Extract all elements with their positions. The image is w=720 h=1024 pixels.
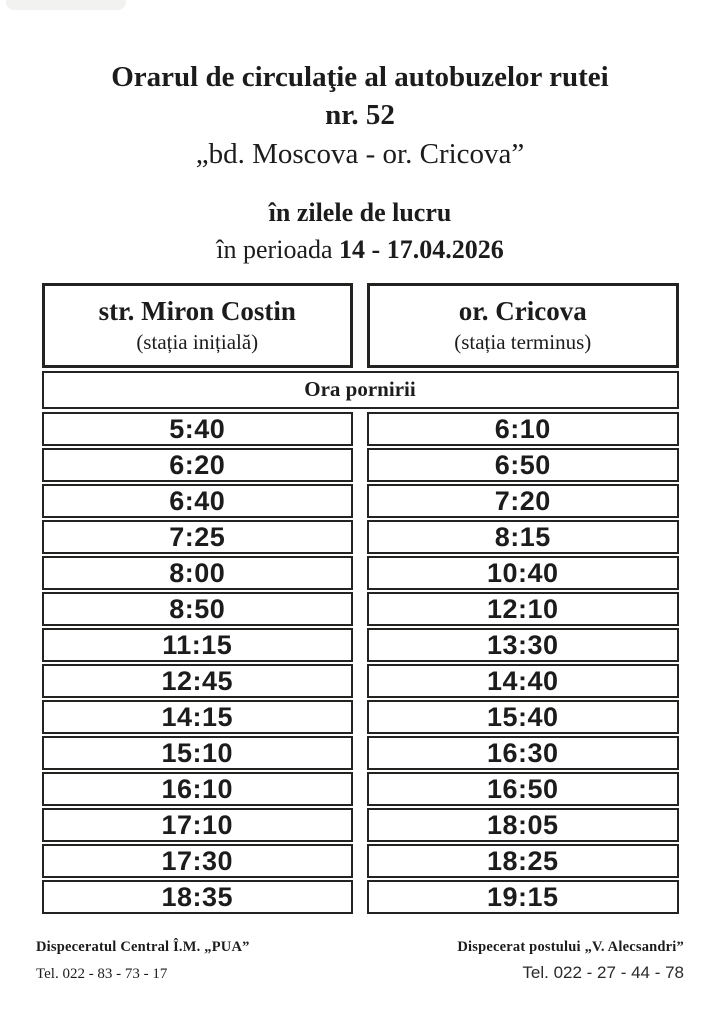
arrival-time: 18:05 [367, 808, 679, 842]
arrival-time: 18:25 [367, 844, 679, 878]
section-header-departure-time: Ora pornirii [42, 371, 679, 409]
arrival-time: 6:50 [367, 448, 679, 482]
timetable-header-row [42, 283, 679, 369]
terminus-stop-note: (stația terminus) [454, 330, 592, 355]
service-period-prefix: în perioada [216, 235, 333, 265]
route-endpoints: „bd. Moscova - or. Cricova” [195, 137, 525, 170]
arrival-time: 6:10 [367, 412, 679, 446]
arrival-time: 7:20 [367, 484, 679, 518]
departure-time: 8:50 [42, 592, 354, 626]
departure-time: 7:25 [42, 520, 354, 554]
route-number: nr. 52 [325, 99, 395, 132]
departure-time: 15:10 [42, 736, 354, 770]
service-period-dates: 14 - 17.04.2026 [339, 235, 504, 265]
column-header-departure-stop [42, 283, 354, 369]
arrival-time: 15:40 [367, 700, 679, 734]
departure-time: 12:45 [42, 664, 354, 698]
scan-artifact [6, 0, 126, 10]
departure-time: 6:20 [42, 448, 354, 482]
arrival-time: 19:15 [367, 880, 679, 914]
timetable-body [42, 412, 679, 914]
departure-stop-name: str. Miron Costin [98, 295, 296, 326]
arrival-time: 16:30 [367, 736, 679, 770]
departure-time: 8:00 [42, 556, 354, 590]
departure-time: 16:10 [42, 772, 354, 806]
post-dispatcher-name: Dispecerat postului „V. Alecsandri” [457, 939, 684, 956]
service-days: în zilele de lucru [268, 197, 452, 227]
timetable [42, 283, 679, 915]
departure-time: 18:35 [42, 880, 354, 914]
departure-time: 5:40 [42, 412, 354, 446]
central-dispatcher-block [36, 939, 250, 983]
terminus-stop-name: or. Cricova [458, 295, 587, 326]
departure-time: 14:15 [42, 700, 354, 734]
service-period [0, 234, 720, 267]
arrival-time: 13:30 [367, 628, 679, 662]
arrival-time: 10:40 [367, 556, 679, 590]
departure-time: 17:30 [42, 844, 354, 878]
arrival-times-column [367, 412, 679, 914]
post-dispatcher-phone: Tel. 022 - 27 - 44 - 78 [522, 963, 684, 983]
arrival-time: 8:15 [367, 520, 679, 554]
arrival-time: 16:50 [367, 772, 679, 806]
arrival-time: 14:40 [367, 664, 679, 698]
post-dispatcher-block [457, 939, 684, 983]
departure-time: 6:40 [42, 484, 354, 518]
departure-stop-note: (stația inițială) [136, 330, 259, 355]
departure-times-column [42, 412, 354, 914]
departure-time: 17:10 [42, 808, 354, 842]
departure-time: 11:15 [42, 628, 354, 662]
central-dispatcher-name: Dispeceratul Central Î.M. „PUA” [36, 939, 250, 956]
document-title-line1: Orarul de circulaţie al autobuzelor rutei [111, 61, 609, 93]
dispatcher-footer [36, 939, 684, 983]
column-header-terminus-stop [367, 283, 679, 369]
central-dispatcher-phone: Tel. 022 - 83 - 73 - 17 [36, 966, 168, 983]
arrival-time: 12:10 [367, 592, 679, 626]
